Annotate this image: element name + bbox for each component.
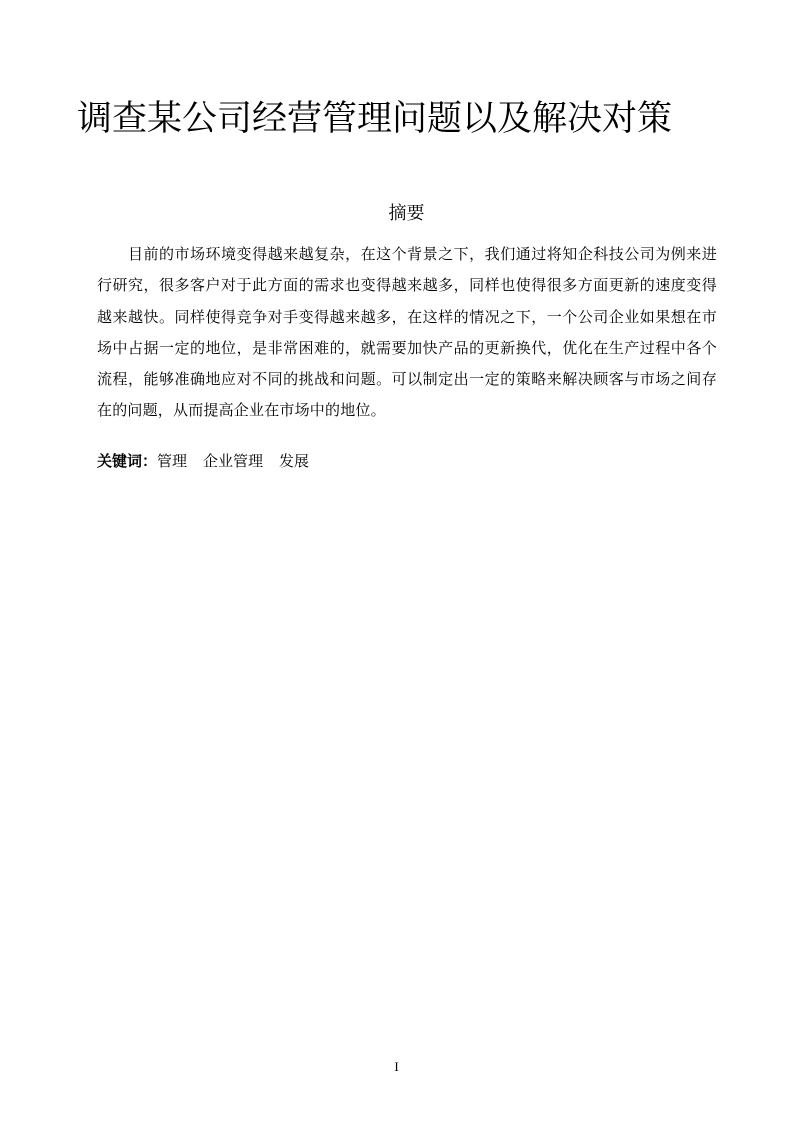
abstract-heading: 摘要 xyxy=(388,203,425,224)
keyword-item: 企业管理 xyxy=(203,452,264,470)
keyword-item: 发展 xyxy=(279,452,310,470)
page-number: I xyxy=(394,1059,399,1074)
abstract-paragraph: 目前的市场环境变得越来越复杂，在这个背景之下，我们通过将知企科技公司为例来进行研究，很多客户对于此方面的需求也变得越来越多，同样也使得很多方面更新的速度变得越来越快。同样使得竞争对手变得越来越多，在这样的情况之下，一个公司企业如果想在市场中占据一定的地位，是非常困难的，就需要加快产品的更新换代，优化在生产过程中各个流程，能够准确地应对不同的挑战和问题。可以制定出一定的策略来解决顾客与市场之间存在的问题，从而提高企业在市场中的地位。 xyxy=(97,245,717,420)
document-title: 调查某公司经营管理问题以及解决对策 xyxy=(77,99,673,139)
keywords-line xyxy=(97,450,309,472)
keyword-item: 管理 xyxy=(157,452,188,470)
keywords-label: 关键词： xyxy=(97,452,158,470)
